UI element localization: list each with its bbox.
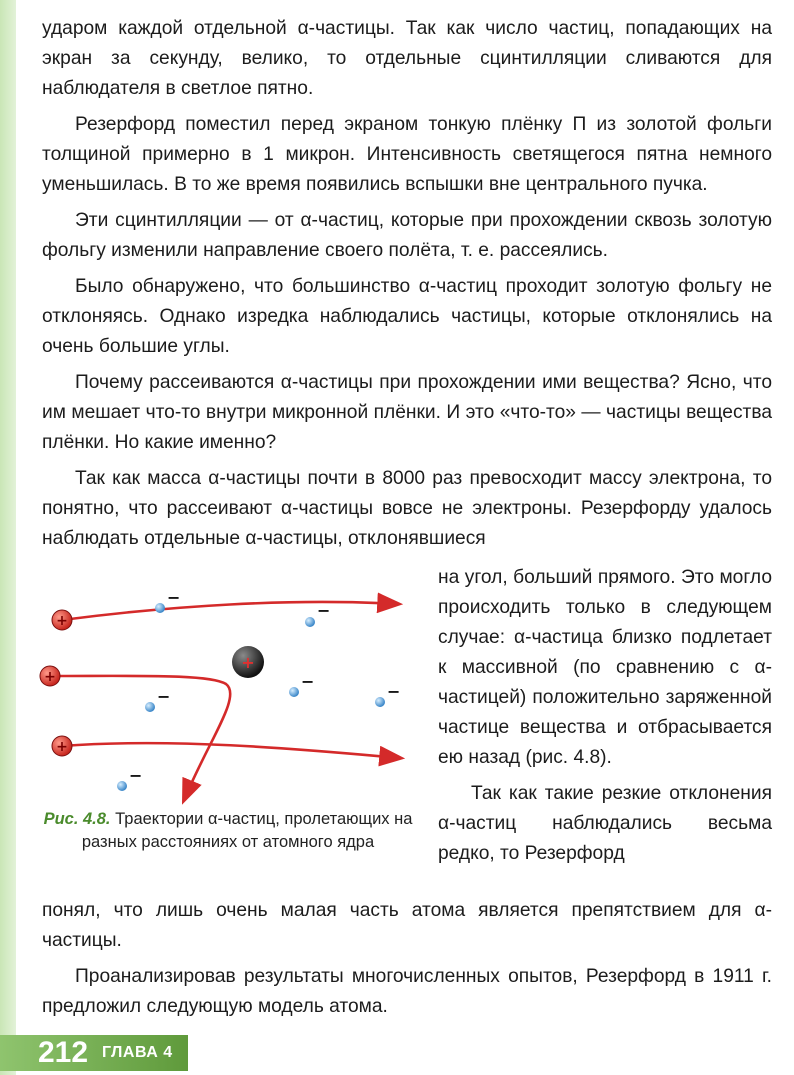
alpha-particle-bottom — [52, 736, 72, 756]
electron-5 — [145, 687, 170, 712]
electron-4 — [375, 682, 400, 707]
paragraph-6: Так как масса α-частицы почти в 8000 раз превосходит массу электрона, то понятно, что рассеивают α-частицы вовсе не электроны. Резерфорду удалось наблюдать отдельные α-частицы, отклонявшиеся — [42, 468, 772, 549]
main-text-block — [42, 14, 772, 554]
figure-caption-text: Траектории α-частиц, пролетающих на разных расстояниях от атомного ядра — [81, 810, 413, 851]
page-side-band — [0, 0, 16, 1075]
figure-4-8 — [30, 578, 426, 810]
svg-text:+: + — [241, 653, 255, 672]
wrap-paragraph-1: на угол, больший прямого. Это могло происходить только в следующем случае: α-частица близко подлетает к массивной (по сравнению с α-частицей) положительно заряженной частице вещества и отбрасывается ею назад (рис. 4.8). — [438, 567, 772, 768]
svg-text:+: + — [44, 669, 56, 685]
last-paragraph: Проанализировав результаты многочисленных опытов, Резерфорд в 1911 г. предложил следующую модель атома. — [42, 966, 772, 1017]
svg-text:+: + — [56, 739, 68, 755]
paragraph-2: Резерфорд поместил перед экраном тонкую плёнку П из золотой фольги толщиной примерно в 1 микрон. Интенсивность светящегося пятна немного уменьшилась. В то же время появились вспышки вне центрального пучка. — [42, 114, 772, 195]
svg-text:−: − — [167, 588, 181, 607]
svg-text:−: − — [317, 601, 331, 620]
svg-text:−: − — [157, 687, 171, 706]
figure-caption — [38, 808, 418, 854]
electron-2 — [305, 601, 330, 627]
alpha-particle-top — [52, 610, 72, 630]
svg-text:−: − — [387, 682, 401, 701]
wrapped-text-block — [438, 563, 772, 869]
alpha-particle-middle — [40, 666, 60, 686]
electron-6 — [117, 766, 142, 791]
svg-text:−: − — [301, 672, 315, 691]
svg-text:+: + — [56, 613, 68, 629]
paragraph-5: Почему рассеиваются α-частицы при прохождении ими вещества? Ясно, что им мешает что-то внутри микронной плёнки. И это «что-то» — частицы вещества плёнки. Но какие именно? — [42, 372, 772, 453]
atomic-nucleus — [232, 646, 264, 678]
paragraph-1: ударом каждой отдельной α-частицы. Так как число частиц, попадающих на экран за секунду, велико, то отдельные сцинтилляции сливаются для наблюдателя в светлое пятно. — [42, 18, 772, 99]
figure-label: Рис. 4.8. — [43, 810, 111, 828]
bottom-text-block — [42, 896, 772, 1022]
paragraph-3: Эти сцинтилляции — от α-частиц, которые при прохождении сквозь золотую фольгу изменили направление своего полёта, т. е. рассеялись. — [42, 210, 772, 261]
trajectory-top — [62, 602, 398, 620]
trajectory-diagram — [30, 578, 426, 810]
electron-3 — [289, 672, 314, 697]
svg-text:−: − — [129, 766, 143, 785]
trajectory-bottom — [62, 743, 400, 758]
page-number: 212 — [38, 1036, 89, 1069]
chapter-label: ГЛАВА 4 — [102, 1044, 173, 1061]
wrap-paragraph-2: Так как такие резкие отклонения α-частиц наблюдались весьма редко, то Резерфорд — [438, 783, 772, 864]
paragraph-4: Было обнаружено, что большинство α-частиц проходит золотую фольгу не отклоняясь. Однако изредка наблюдались частицы, которые отклонялись на очень большие углы. — [42, 276, 772, 357]
continuation-paragraph: понял, что лишь очень малая часть атома является препятствием для α-частицы. — [42, 900, 772, 951]
